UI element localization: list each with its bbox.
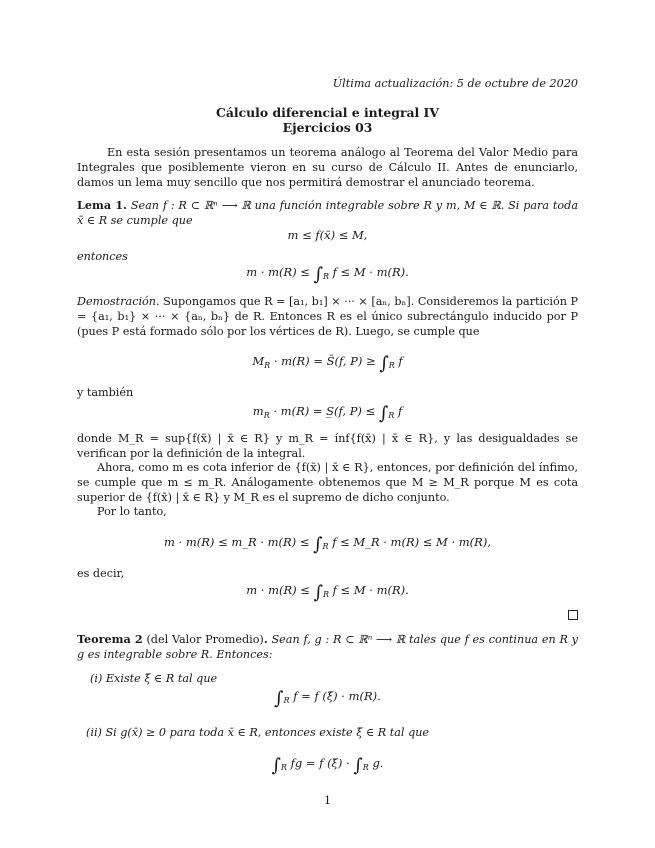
- integral-sign: ∫: [353, 755, 363, 776]
- proof-also: y también: [77, 386, 134, 399]
- integral-sign: ∫: [271, 755, 281, 776]
- proof-paragraph-3: Ahora, como m es cota inferior de {f(x̄) | x̄ ∈ R}, entonces, por definición del ínfimo, se cumple que m ≤ m_R. Análogamente obtenemos que M ≥ M_R porque M es cota superior de {f(x̄) | x̄ ∈ R} y M_R es el supremo de dicho conjunto.: [77, 461, 578, 504]
- proof-paragraph-4: Por lo tanto,: [97, 505, 167, 518]
- integral-sign: ∫: [313, 534, 323, 555]
- page-number: 1: [323, 794, 332, 807]
- eq5-right: f ≤ M_R · m(R) ≤ M · m(R),: [332, 535, 491, 549]
- integral-domain: R: [283, 696, 290, 705]
- lemma-eq2: [0, 264, 655, 285]
- theorem-eq7: [0, 688, 655, 709]
- eq6-right: f ≤ M · m(R).: [332, 583, 409, 597]
- theorem-eq8: [0, 755, 655, 776]
- theorem-label: Teorema 2: [77, 632, 143, 646]
- intro-paragraph: En esta sesión presentamos un teorema análogo al Teorema del Valor Medio para Integrales que posiblemente vieron en su curso de Cálculo II. Antes de enunciarlo, damos un lema muy sencillo que nos permitirá demostrar el anunciado teorema.: [77, 146, 578, 189]
- lemma-statement: [77, 198, 578, 228]
- integral-domain: R: [362, 763, 369, 772]
- integral-domain: R: [322, 590, 329, 599]
- eq5-left: m · m(R) ≤ m_R · m(R) ≤: [164, 535, 310, 549]
- proof-eq5: [0, 534, 655, 555]
- theorem-text: Sean f, g : R ⊂ ℝⁿ ⟶ ℝ tales que f es continua en R y g es integrable sobre R. Entonces:: [77, 633, 579, 661]
- integral-sign: ∫: [378, 403, 389, 424]
- lemma-then: entonces: [77, 250, 128, 263]
- theorem-name: (del Valor Promedio): [146, 633, 264, 646]
- integral-domain: R: [388, 361, 395, 370]
- proof-eq6: [0, 582, 655, 603]
- proof-eq3: [0, 353, 655, 374]
- eq4-subscript: R: [263, 411, 270, 420]
- integral-sign: ∫: [274, 688, 284, 709]
- theorem-item-1: (i) Existe ξ̄ ∈ R tal que: [90, 672, 218, 685]
- eq3-mid: · m(R) = S̄(f, P) ≥: [273, 354, 376, 368]
- proof-text-1: Supongamos que R = [a₁, b₁] × ··· × [aₙ, bₙ]. Consideremos la partición P = {a₁, b₁} × ··· × {aₙ, bₙ} de R. Entonces R es el único subrectángulo inducido por P (pues P está formado sólo por los vértices de R). Luego, se cumple que: [77, 295, 578, 338]
- eq2-right: f ≤ M · m(R).: [332, 265, 409, 279]
- eq4-right: f: [397, 404, 403, 418]
- integral-domain: R: [388, 411, 395, 420]
- integral-sign: ∫: [379, 353, 389, 374]
- eq4-left: m: [252, 404, 264, 418]
- proof-paragraph-1: [77, 294, 578, 339]
- qed-square-icon: [568, 610, 578, 620]
- integral-domain: R: [322, 542, 329, 551]
- document-title: Cálculo diferencial e integral IV: [216, 105, 439, 120]
- integral-sign: ∫: [313, 264, 323, 285]
- eq8-right: g.: [372, 756, 384, 770]
- integral-sign: ∫: [313, 582, 323, 603]
- lemma-eq1: m ≤ f(x̄) ≤ M,: [287, 228, 368, 242]
- eq4-mid: · m(R) = S̲(f, P) ≤: [273, 404, 376, 418]
- integral-domain: R: [280, 763, 287, 772]
- theorem-item-2: (ii) Si g(x̄) ≥ 0 para toda x̄ ∈ R, entonces existe ξ̄ ∈ R tal que: [86, 726, 430, 739]
- eq8-mid: fg = f (ξ̄) ·: [290, 756, 350, 770]
- integral-domain: R: [322, 272, 329, 281]
- eq3-subscript: R: [264, 361, 271, 370]
- document-subtitle: Ejercicios 03: [282, 120, 373, 135]
- eq2-left: m · m(R) ≤: [246, 265, 310, 279]
- eq7-right: f = f (ξ̄) · m(R).: [293, 689, 381, 703]
- eq3-left: M: [252, 354, 265, 368]
- last-updated: Última actualización: 5 de octubre de 2020: [332, 77, 578, 90]
- proof-label: Demostración.: [77, 295, 160, 308]
- lemma-text: Sean f : R ⊂ ℝⁿ ⟶ ℝ una función integrable sobre R y m, M ∈ ℝ. Si para toda x̄ ∈ R se cumple que: [77, 199, 578, 227]
- eq3-right: f: [398, 354, 403, 368]
- proof-es-decir: es decir,: [77, 567, 125, 580]
- proof-eq4: [0, 403, 655, 424]
- theorem-statement: Teorema 2 (del Valor Promedio). Sean f, g : R ⊂ ℝⁿ ⟶ ℝ tales que f es continua en R y g es integrable sobre R. Entonces:: [77, 632, 579, 661]
- lemma-label: Lema 1.: [77, 198, 127, 212]
- proof-paragraph-2: donde M_R = sup{f(x̄) | x̄ ∈ R} y m_R = ínf{f(x̄) | x̄ ∈ R}, y las desigualdades se verifican por la definición de la integral.: [77, 432, 578, 460]
- eq6-left: m · m(R) ≤: [246, 583, 310, 597]
